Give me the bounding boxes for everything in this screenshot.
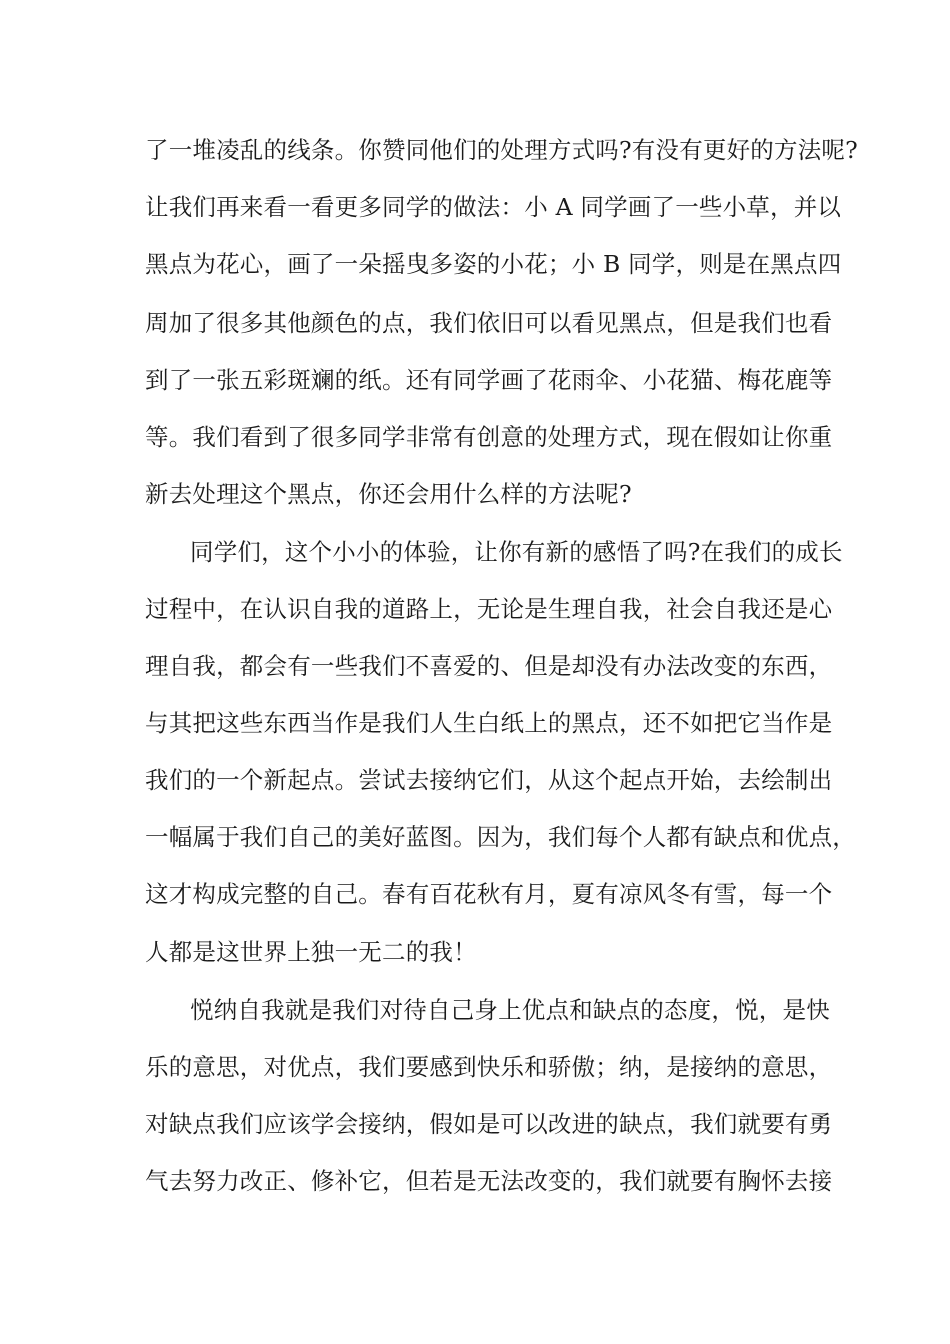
text-line: 对缺点我们应该学会接纳，假如是可以改进的缺点，我们就要有勇 (145, 1110, 833, 1138)
text-line: 等。我们看到了很多同学非常有创意的处理方式，现在假如让你重 (145, 423, 833, 451)
text-line: 到了一张五彩斑斓的纸。还有同学画了花雨伞、小花猫、梅花鹿等 (145, 366, 833, 394)
text-line: 人都是这世界上独一无二的我！ (145, 938, 477, 966)
text-line: 气去努力改正、修补它，但若是无法改变的，我们就要有胸怀去接 (145, 1167, 833, 1195)
text-line: 乐的意思，对优点，我们要感到快乐和骄傲；纳，是接纳的意思， (145, 1053, 833, 1081)
text-line: 周加了很多其他颜色的点，我们依旧可以看见黑点，但是我们也看 (145, 309, 833, 337)
paragraph-start-line: 同学们，这个小小的体验，让你有新的感悟了吗?在我们的成长 (190, 538, 843, 566)
text-line: 了一堆凌乱的线条。你赞同他们的处理方式吗?有没有更好的方法呢? (145, 136, 858, 164)
text-line: 过程中，在认识自我的道路上，无论是生理自我，社会自我还是心 (145, 595, 833, 623)
text-line: 这才构成完整的自己。春有百花秋有月，夏有凉风冬有雪，每一个 (145, 880, 833, 908)
text-line: 一幅属于我们自己的美好蓝图。因为，我们每个人都有缺点和优点， (145, 823, 856, 851)
text-line: 我们的一个新起点。尝试去接纳它们，从这个起点开始，去绘制出 (145, 766, 833, 794)
paragraph-start-line: 悦纳自我就是我们对待自己身上优点和缺点的态度，悦，是快 (190, 996, 830, 1024)
text-line: 理自我，都会有一些我们不喜爱的、但是却没有办法改变的东西， (145, 652, 833, 680)
text-line: 黑点为花心，画了一朵摇曳多姿的小花；小 B 同学，则是在黑点四 (145, 250, 842, 278)
text-line: 与其把这些东西当作是我们人生白纸上的黑点，还不如把它当作是 (145, 709, 833, 737)
text-line: 新去处理这个黑点，你还会用什么样的方法呢? (145, 480, 632, 508)
text-line: 让我们再来看一看更多同学的做法：小 A 同学画了一些小草，并以 (145, 193, 842, 221)
